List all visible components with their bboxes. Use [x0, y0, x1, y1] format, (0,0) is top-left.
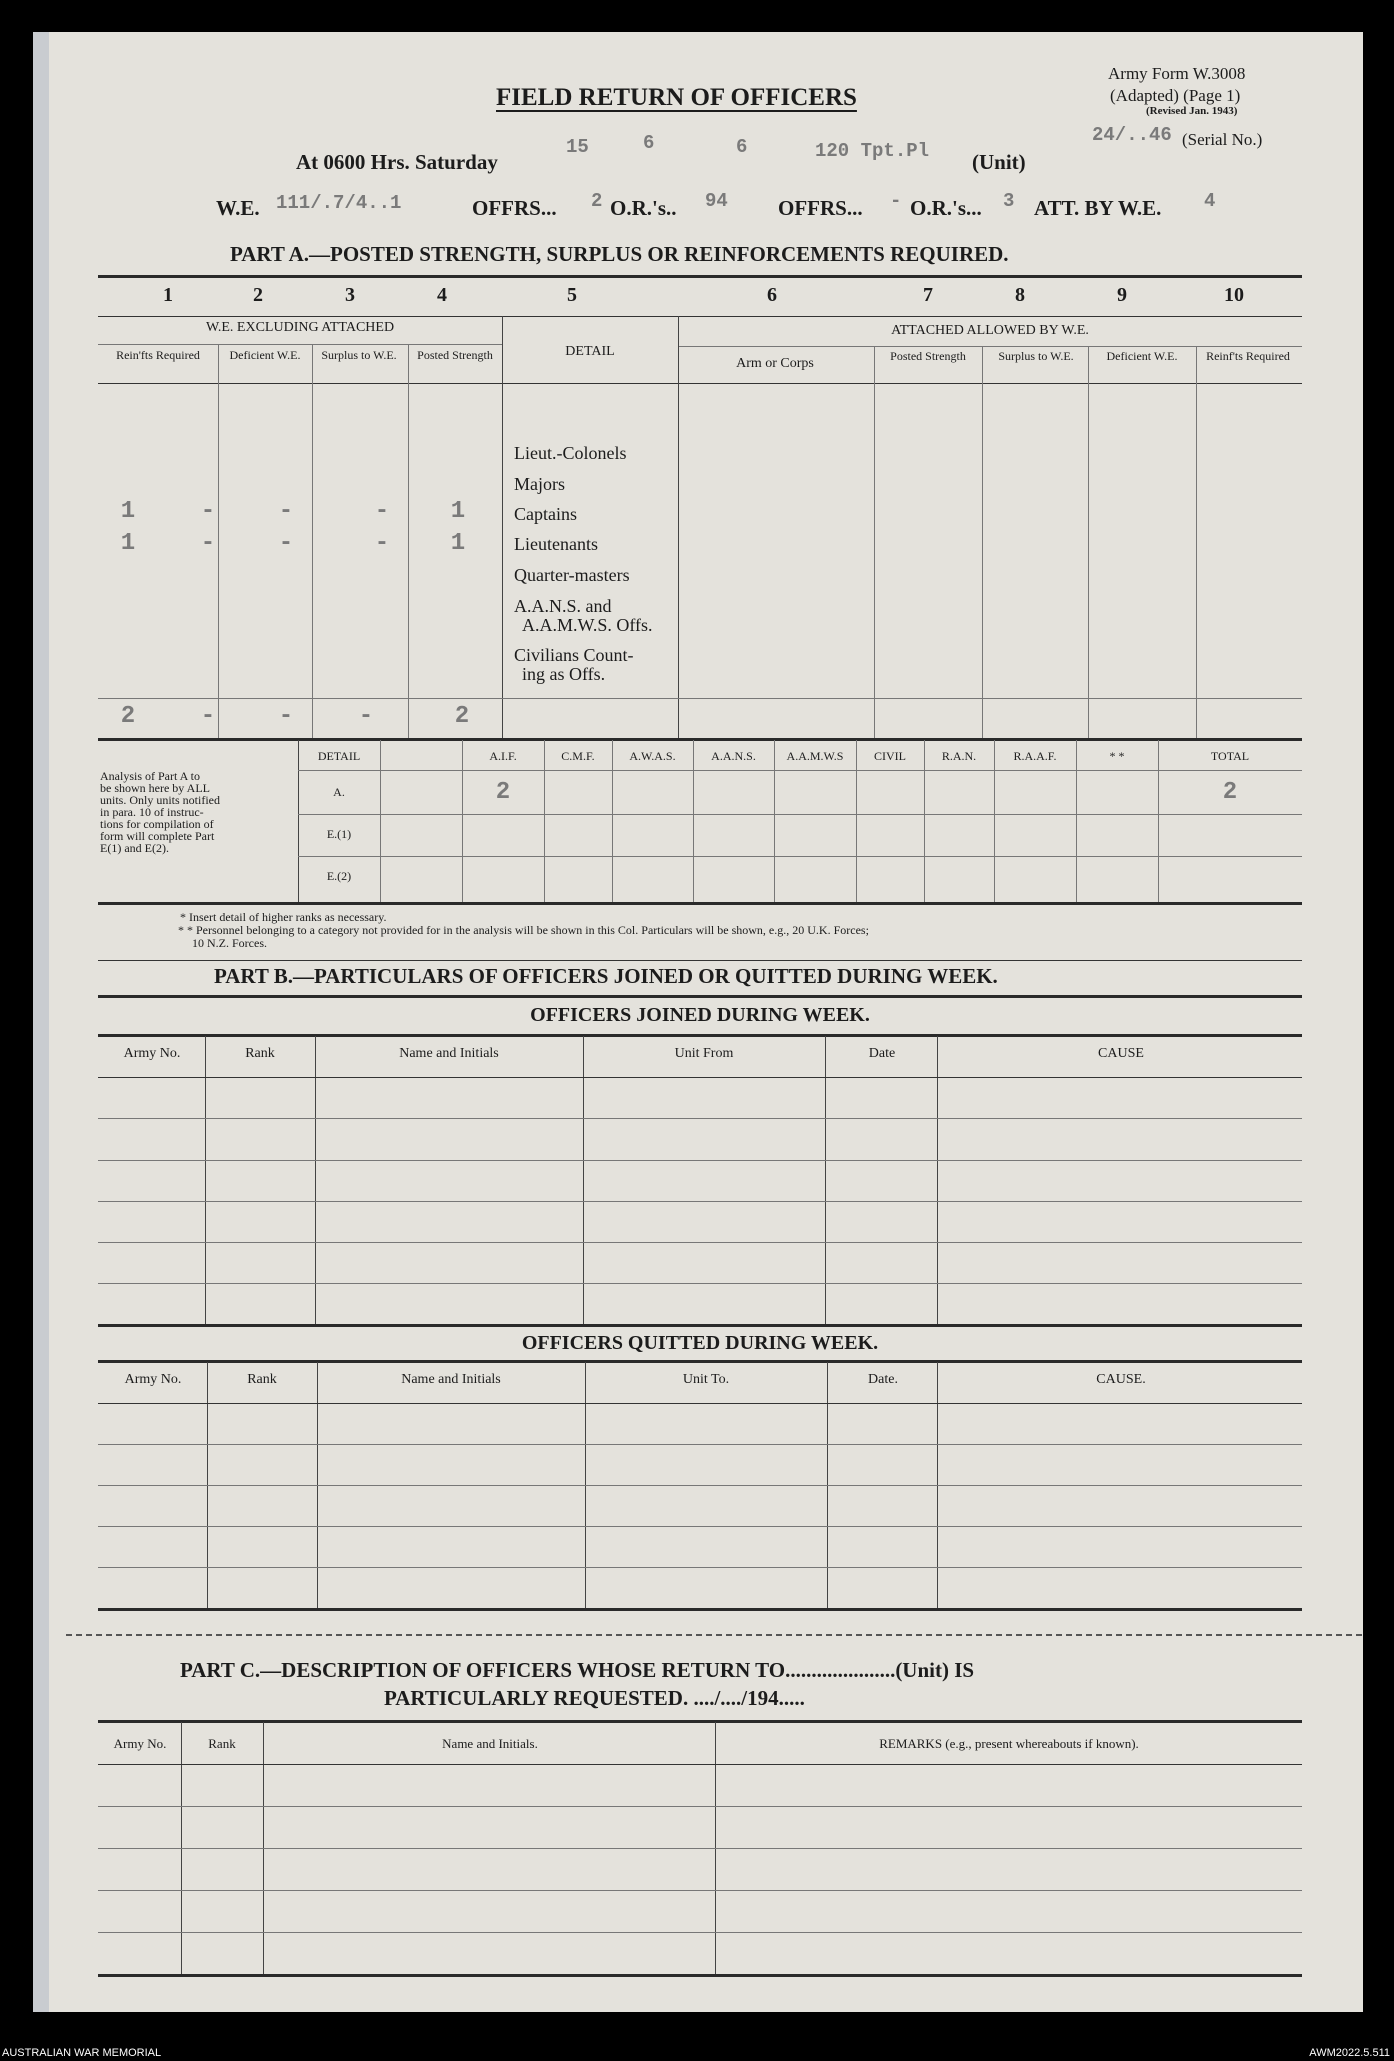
analysis-row-e2: E.(2): [326, 869, 352, 883]
unit-value: 120 Tpt.Pl: [815, 140, 930, 162]
footnote-1: * Insert detail of higher ranks as necessary.: [180, 910, 387, 924]
part-c-title-line-1: PART C.—DESCRIPTION OF OFFICERS WHOSE RETURN TO.....................(Unit) IS: [180, 1658, 975, 1682]
rank-lieut-colonels: Lieut.-Colonels: [514, 443, 627, 463]
rank-aans: A.A.N.S. and: [514, 596, 612, 616]
serial-number-label: (Serial No.): [1182, 130, 1263, 149]
ors-label-2: O.R.'s...: [910, 196, 982, 220]
analysis-total-a-value: 2: [1222, 779, 1238, 806]
date-month: 6: [643, 132, 655, 154]
analysis-note: Analysis of Part A to be shown here by ALL units. Only units notified in para. 10 of instruc- tions for compilation of form will complete Part E(1) and E(2).: [100, 769, 220, 855]
footnote-3: 10 N.Z. Forces.: [192, 936, 267, 950]
we-value: 111/.7/4..1: [276, 192, 402, 214]
serial-number-value: 24/..46: [1092, 124, 1172, 146]
rank-aamws: A.A.M.W.S. Offs.: [522, 615, 653, 635]
footer-credit: AUSTRALIAN WAR MEMORIAL: [2, 2047, 162, 2059]
rank-captains: Captains: [514, 504, 577, 524]
header-surplus-2: Surplus to W.E.: [998, 349, 1074, 363]
header-detail: DETAIL: [565, 344, 615, 359]
at-hours-label: At 0600 Hrs. Saturday: [296, 150, 498, 174]
footnote-2: * * Personnel belonging to a category not provided for in the analysis will be shown in this Col. Particulars will be shown, e.g., 20 U.K. Forces;: [178, 923, 869, 937]
part-c-title-line-2: PARTICULARLY REQUESTED. ..../..../194.....: [384, 1686, 805, 1710]
analysis-row-e1: E.(1): [326, 827, 352, 841]
revised-label: (Revised Jan. 1943): [1146, 105, 1238, 117]
ors-label-1: O.R.'s..: [610, 196, 677, 220]
rank-quarter-masters: Quarter-masters: [514, 565, 630, 585]
att-by-we-label: ATT. BY W.E.: [1034, 196, 1162, 220]
header-reinf-required-2: Reinf'ts Required: [1206, 349, 1290, 363]
header-surplus: Surplus to W.E.: [321, 348, 397, 362]
form-title: FIELD RETURN OF OFFICERS: [496, 84, 857, 111]
header-deficient: Deficient W.E.: [229, 348, 301, 362]
army-form-number: Army Form W.3008: [1108, 64, 1246, 83]
group-attached-allowed: ATTACHED ALLOWED BY W.E.: [891, 323, 1089, 338]
unit-label: (Unit): [972, 150, 1026, 174]
tear-line: [66, 1634, 1362, 1636]
header-posted-strength-2: Posted Strength: [890, 349, 966, 363]
offrs-value-1: 2: [591, 190, 603, 212]
ors-value-2: 3: [1003, 190, 1015, 212]
group-we-excluding-attached: W.E. EXCLUDING ATTACHED: [205, 320, 395, 335]
date-year: 6: [736, 136, 748, 158]
analysis-aif-a-value: 2: [495, 779, 511, 806]
offrs-value-2: -: [890, 190, 902, 212]
offrs-label-2: OFFRS...: [778, 196, 863, 220]
header-posted-strength: Posted Strength: [417, 348, 493, 362]
rank-majors: Majors: [514, 474, 565, 494]
analysis-row-a: A.: [333, 785, 345, 799]
date-day: 15: [566, 136, 589, 158]
att-by-we-value: 4: [1204, 190, 1216, 212]
footer-accession-number: AWM2022.5.511: [1309, 2047, 1390, 2059]
rank-lieutenants: Lieutenants: [514, 534, 598, 554]
rank-civilians: Civilians Count-: [514, 645, 634, 665]
part-b-title: PART B.—PARTICULARS OF OFFICERS JOINED OR QUITTED DURING WEEK.: [214, 964, 998, 988]
paper-edge: [33, 32, 49, 2012]
header-arm-or-corps: Arm or Corps: [736, 356, 814, 371]
part-a-title: PART A.—POSTED STRENGTH, SURPLUS OR REINFORCEMENTS REQUIRED.: [230, 242, 1009, 266]
header-deficient-2: Deficient W.E.: [1106, 349, 1178, 363]
rank-civilians-cont: ing as Offs.: [522, 664, 606, 684]
we-label: W.E.: [216, 196, 260, 220]
ors-value-1: 94: [705, 190, 728, 212]
joined-title: OFFICERS JOINED DURING WEEK.: [530, 1004, 870, 1026]
quitted-title: OFFICERS QUITTED DURING WEEK.: [521, 1332, 879, 1354]
header-reinf-required: Rein'fts Required: [116, 348, 200, 362]
offrs-label-1: OFFRS...: [472, 196, 557, 220]
adapted-label: (Adapted) (Page 1): [1110, 86, 1241, 105]
